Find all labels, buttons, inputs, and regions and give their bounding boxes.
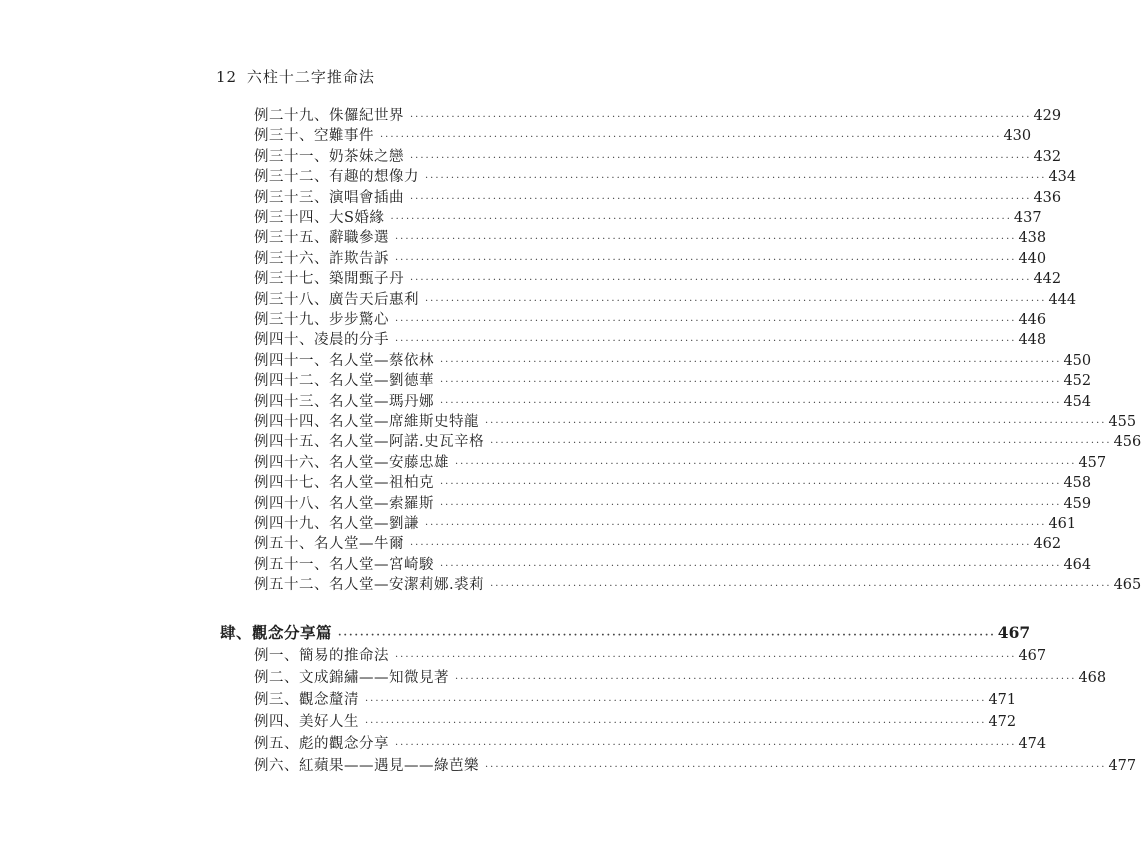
- entry-page: 444: [1048, 292, 1077, 308]
- entry-page: 446: [1018, 312, 1047, 328]
- dot-leader: ························································································································: [380, 132, 1002, 143]
- dot-leader: ························································································································: [365, 696, 987, 707]
- entry-page: 456: [1113, 434, 1141, 450]
- toc-entry: [254, 453, 1107, 473]
- dot-leader: ························································································································: [410, 540, 1032, 551]
- toc-entry: [254, 228, 1047, 248]
- running-header: [216, 66, 375, 87]
- entry-title: 例五十二、名人堂—安潔莉娜.裘莉: [254, 577, 485, 593]
- entry-page: 432: [1033, 149, 1062, 165]
- toc-entry: [254, 473, 1092, 493]
- entry-page: 442: [1033, 271, 1062, 287]
- toc-entry: [254, 269, 1062, 289]
- dot-leader: ························································································································: [440, 500, 1062, 511]
- toc-entry: [254, 371, 1092, 391]
- entry-title: 例五、彪的觀念分享: [254, 736, 389, 752]
- dot-leader: ························································································································: [425, 520, 1047, 531]
- entry-page: 458: [1063, 475, 1092, 491]
- entry-page: 477: [1108, 758, 1137, 774]
- entry-page: 472: [988, 714, 1017, 730]
- entry-page: 459: [1063, 496, 1092, 512]
- entry-page: 457: [1078, 455, 1107, 471]
- page-number: 12: [216, 68, 238, 86]
- entry-title: 肆、觀念分享篇: [220, 623, 333, 642]
- entry-title: 例三十五、辭職參選: [254, 230, 389, 246]
- toc-entry: [254, 690, 1017, 710]
- dot-leader: ························································································································: [410, 112, 1032, 123]
- entry-page: 464: [1063, 557, 1092, 573]
- dot-leader: ························································································································: [425, 173, 1047, 184]
- entry-title: 例三十、空難事件: [254, 128, 374, 144]
- entry-title: 例三十四、大S婚緣: [254, 210, 385, 226]
- entry-title: 例三、觀念釐清: [254, 692, 359, 708]
- entry-page: 434: [1048, 169, 1077, 185]
- dot-leader: ························································································································: [455, 459, 1077, 470]
- dot-leader: ························································································································: [455, 674, 1077, 685]
- toc-entry: [254, 208, 1042, 228]
- toc-entry: [254, 330, 1047, 350]
- entry-title: 例三十二、有趣的想像力: [254, 169, 419, 185]
- toc-entry: [254, 668, 1107, 688]
- dot-leader: ························································································································: [338, 630, 996, 641]
- dot-leader: ························································································································: [440, 561, 1062, 572]
- entry-page: 471: [988, 692, 1017, 708]
- entry-title: 例四十四、名人堂—席維斯史特龍: [254, 414, 479, 430]
- entry-page: 465: [1113, 577, 1141, 593]
- entry-title: 例四十九、名人堂—劉謙: [254, 516, 419, 532]
- toc-entry: [254, 756, 1137, 776]
- entry-title: 例四十一、名人堂—蔡依林: [254, 353, 434, 369]
- entry-title: 例六、紅蘋果——遇見——綠芭樂: [254, 758, 479, 774]
- dot-leader: ························································································································: [395, 316, 1017, 327]
- toc-entry: [254, 646, 1047, 666]
- toc-entry: [254, 712, 1017, 732]
- entry-title: 例四十二、名人堂—劉德華: [254, 373, 434, 389]
- dot-leader: ························································································································: [490, 581, 1112, 592]
- entry-page: 436: [1033, 190, 1062, 206]
- entry-page: 461: [1048, 516, 1077, 532]
- dot-leader: ························································································································: [440, 357, 1062, 368]
- entry-page: 474: [1018, 736, 1047, 752]
- entry-page: 448: [1018, 332, 1047, 348]
- toc-entry: [254, 494, 1092, 514]
- toc-entry: [254, 392, 1092, 412]
- toc-entry: [254, 412, 1137, 432]
- dot-leader: ························································································································: [395, 336, 1017, 347]
- entry-page: 455: [1108, 414, 1137, 430]
- toc-entry: [254, 106, 1062, 126]
- entry-title: 例三十一、奶茶妹之戀: [254, 149, 404, 165]
- book-title: 六柱十二字推命法: [246, 68, 375, 86]
- dot-leader: ························································································································: [425, 296, 1047, 307]
- entry-page: 462: [1033, 536, 1062, 552]
- entry-title: 例四十七、名人堂—祖柏克: [254, 475, 434, 491]
- entry-page: 454: [1063, 394, 1092, 410]
- entry-page: 429: [1033, 108, 1062, 124]
- dot-leader: ························································································································: [395, 234, 1017, 245]
- dot-leader: ························································································································: [395, 652, 1017, 663]
- entry-page: 438: [1018, 230, 1047, 246]
- entry-title: 例四十八、名人堂—索羅斯: [254, 496, 434, 512]
- toc-section-heading: [220, 623, 1031, 643]
- entry-title: 例四十六、名人堂—安藤忠雄: [254, 455, 449, 471]
- dot-leader: ························································································································: [410, 275, 1032, 286]
- entry-page: 450: [1063, 353, 1092, 369]
- entry-title: 例四十、凌晨的分手: [254, 332, 389, 348]
- dot-leader: ························································································································: [440, 398, 1062, 409]
- dot-leader: ························································································································: [490, 438, 1112, 449]
- entry-title: 例四十五、名人堂—阿諾.史瓦辛格: [254, 434, 485, 450]
- dot-leader: ························································································································: [485, 418, 1107, 429]
- dot-leader: ························································································································: [410, 194, 1032, 205]
- toc-entry: [254, 290, 1077, 310]
- dot-leader: ························································································································: [485, 762, 1107, 773]
- entry-title: 例四十三、名人堂—瑪丹娜: [254, 394, 434, 410]
- entry-title: 例二、文成錦繡——知微見著: [254, 670, 449, 686]
- entry-title: 例二十九、侏儸紀世界: [254, 108, 404, 124]
- entry-title: 例三十八、廣告天后惠利: [254, 292, 419, 308]
- toc-entry: [254, 167, 1077, 187]
- toc-entry: [254, 188, 1062, 208]
- entry-page: 430: [1003, 128, 1032, 144]
- toc-entry: [254, 534, 1062, 554]
- entry-title: 例三十三、演唱會插曲: [254, 190, 404, 206]
- dot-leader: ························································································································: [395, 255, 1017, 266]
- dot-leader: ························································································································: [395, 740, 1017, 751]
- toc-entry: [254, 249, 1047, 269]
- entry-page: 452: [1063, 373, 1092, 389]
- entry-title: 例五十、名人堂—牛爾: [254, 536, 404, 552]
- toc-entry: [254, 432, 1141, 452]
- dot-leader: ························································································································: [440, 377, 1062, 388]
- entry-page: 440: [1018, 251, 1047, 267]
- entry-page: 467: [1018, 648, 1047, 664]
- toc-entry: [254, 575, 1141, 595]
- entry-title: 例三十七、築閒甄子丹: [254, 271, 404, 287]
- entry-page: 468: [1078, 670, 1107, 686]
- toc-entry: [254, 126, 1032, 146]
- toc-entry: [254, 514, 1077, 534]
- entry-title: 例一、簡易的推命法: [254, 648, 389, 664]
- entry-page: 467: [997, 623, 1031, 642]
- dot-leader: ························································································································: [390, 214, 1012, 225]
- toc-entry: [254, 310, 1047, 330]
- entry-title: 例三十九、步步驚心: [254, 312, 389, 328]
- dot-leader: ························································································································: [440, 479, 1062, 490]
- toc-entry: [254, 734, 1047, 754]
- toc-entry: [254, 555, 1092, 575]
- entry-title: 例三十六、詐欺告訴: [254, 251, 389, 267]
- toc-entry: [254, 147, 1062, 167]
- entry-title: 例四、美好人生: [254, 714, 359, 730]
- toc-entry: [254, 351, 1092, 371]
- dot-leader: ························································································································: [410, 153, 1032, 164]
- dot-leader: ························································································································: [365, 718, 987, 729]
- entry-page: 437: [1013, 210, 1042, 226]
- entry-title: 例五十一、名人堂—宮崎駿: [254, 557, 434, 573]
